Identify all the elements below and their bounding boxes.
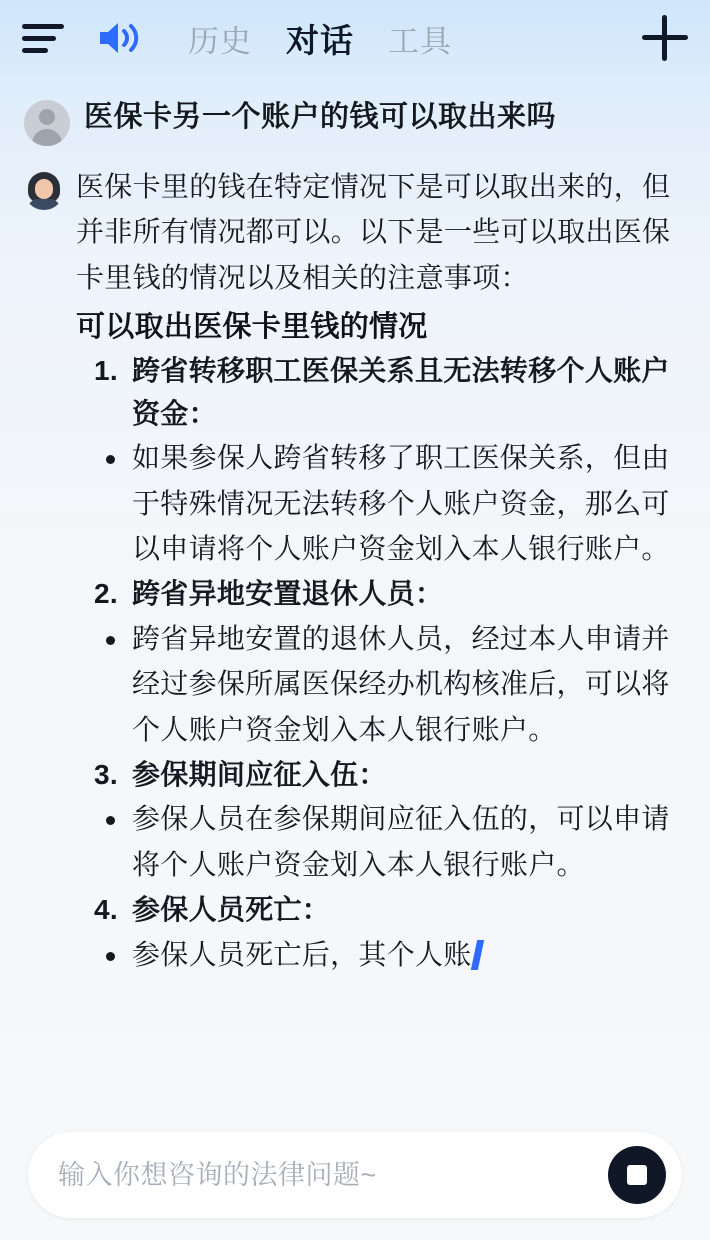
answer-section-title: 可以取出医保卡里钱的情况 [76,311,428,344]
detail-list [76,796,686,887]
speaker-volume-icon[interactable] [96,18,142,58]
list-item-detail-streaming [76,932,686,977]
assistant-avatar [24,170,64,210]
streaming-text: 参保人员死亡后，其个人账 [132,938,472,970]
tab-tools[interactable]: 工具 [388,23,452,59]
message-input-bar [0,1110,710,1240]
new-chat-plus-icon[interactable] [642,15,688,61]
user-avatar [24,100,70,146]
stop-square-icon [627,1165,647,1185]
list-item: 跨省异地安置退休人员： [132,578,444,610]
detail-list [76,616,686,752]
list-item-detail: 参保人员在参保期间应征入伍的，可以申请将个人账户资金划入本人银行账户。 [76,796,686,887]
assistant-message-content [76,164,690,979]
list-item: 参保人员死亡： [132,894,331,926]
avatar-body [28,199,60,210]
menu-line-2 [22,36,56,41]
user-message-text: 医保卡另一个账户的钱可以取出来吗 [84,101,557,133]
list-item: 跨省转移职工医保关系且无法转移个人账户资金： [132,355,670,429]
message-input-wrapper[interactable] [28,1132,682,1218]
list-item: 参保期间应征入伍： [132,758,387,790]
top-bar [0,0,710,76]
list-item-detail: 跨省异地安置的退休人员，经过本人申请并经过参保所属医保经办机构核准后，可以将个人账户资金划入本人银行账户。 [76,616,686,752]
detail-list [76,932,686,977]
detail-list [76,435,686,571]
chat-scroll-area[interactable] [0,76,710,1110]
menu-line-1 [22,24,64,29]
typing-caret-icon [470,940,483,970]
answer-numbered-list [76,350,686,977]
menu-line-3 [22,48,48,53]
avatar-face [35,179,53,199]
assistant-intro-paragraph: 医保卡里的钱在特定情况下是可以取出来的，但并非所有情况都可以。以下是一些可以取出医保卡里钱的情况以及相关的注意事项： [76,171,671,293]
user-message-row [14,76,696,156]
stop-generation-button[interactable] [608,1146,666,1204]
list-item-detail: 如果参保人跨省转移了职工医保关系，但由于特殊情况无法转移个人账户资金，那么可以申请将个人账户资金划入本人银行账户。 [76,435,686,571]
tab-bar [188,15,642,62]
hamburger-menu-icon[interactable] [22,23,64,53]
message-input[interactable] [58,1160,608,1191]
tab-history[interactable]: 历史 [188,23,252,59]
tab-chat[interactable]: 对话 [286,21,354,59]
assistant-message-row [14,156,696,979]
